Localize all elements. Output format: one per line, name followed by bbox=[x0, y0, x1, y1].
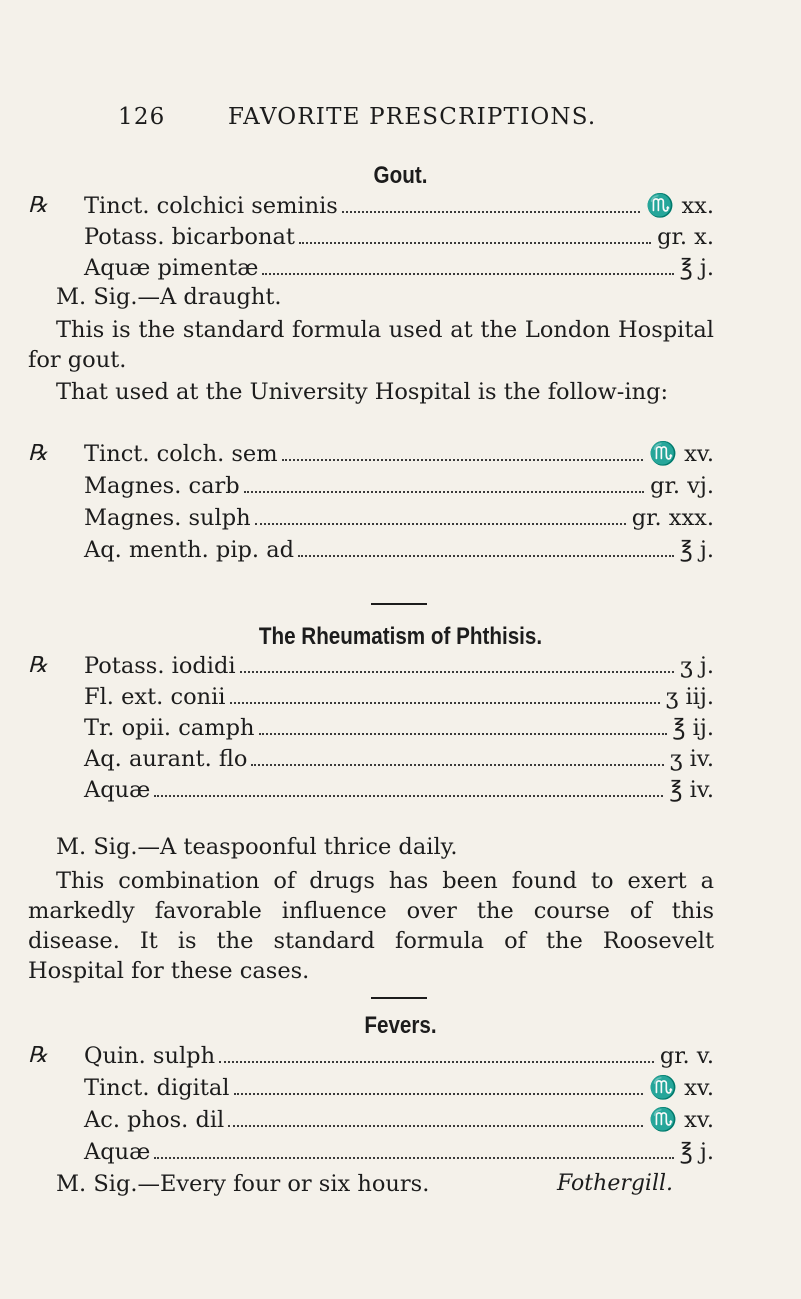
quantity: ʒ iij. bbox=[665, 684, 714, 710]
dot-leader bbox=[154, 1157, 674, 1159]
prescription-line bbox=[28, 652, 714, 680]
prescription-line bbox=[28, 440, 714, 468]
ingredient: Aq. aurant. flo bbox=[84, 746, 248, 772]
quantity: gr. vj. bbox=[650, 473, 714, 499]
dot-leader bbox=[299, 242, 651, 244]
prescription-line bbox=[28, 254, 714, 282]
dot-leader bbox=[219, 1061, 654, 1063]
ingredient: Magnes. carb bbox=[84, 473, 240, 499]
dot-leader bbox=[282, 459, 643, 461]
heading-phthisis: The Rheumatism of Phthisis. bbox=[258, 623, 543, 650]
ingredient: Aq. menth. pip. ad bbox=[84, 537, 295, 563]
ingredient: Potass. iodidi bbox=[84, 653, 236, 679]
dot-leader bbox=[240, 671, 674, 673]
ingredient: Aquæ bbox=[84, 777, 151, 803]
quantity: gr. v. bbox=[659, 1043, 714, 1069]
ingredient: Tinct. colch. sem bbox=[84, 441, 278, 467]
prescription-line bbox=[28, 1106, 714, 1134]
recipe-symbol: ℞ bbox=[28, 653, 48, 678]
ingredient: Ac. phos. dil bbox=[84, 1107, 225, 1133]
page-number: 126 bbox=[118, 104, 166, 130]
phthisis-sig: M. Sig.—A teaspoonful thrice daily. bbox=[56, 834, 458, 860]
heading-gout: Gout. bbox=[373, 162, 428, 189]
quantity: ℥ iv. bbox=[669, 777, 714, 803]
prescription-line bbox=[28, 223, 714, 251]
prescription-line bbox=[28, 714, 714, 742]
ingredient: Tinct. colchici seminis bbox=[84, 193, 338, 219]
dot-leader bbox=[255, 523, 626, 525]
prescription-line bbox=[28, 1138, 714, 1166]
quantity: ℥ j. bbox=[679, 537, 714, 563]
dot-leader bbox=[228, 1125, 643, 1127]
quantity: ʒ iv. bbox=[669, 746, 714, 772]
dot-leader bbox=[234, 1093, 643, 1095]
recipe-symbol: ℞ bbox=[28, 193, 48, 218]
author-attribution: Fothergill. bbox=[557, 1171, 674, 1196]
running-title: FAVORITE PRESCRIPTIONS. bbox=[228, 104, 597, 130]
quantity: ℥ j. bbox=[679, 255, 714, 281]
prescription-line bbox=[28, 683, 714, 711]
gout-sig-1: M. Sig.—A draught. bbox=[56, 284, 282, 310]
recipe-symbol: ℞ bbox=[28, 1043, 48, 1068]
quantity: gr. x. bbox=[657, 224, 714, 250]
dot-leader bbox=[342, 211, 640, 213]
dot-leader bbox=[244, 491, 644, 493]
section-divider-2 bbox=[371, 997, 427, 999]
prescription-line bbox=[28, 1074, 714, 1102]
ingredient: Tr. opii. camph bbox=[84, 715, 255, 741]
gout-paragraph-1: This is the standard formula used at the London Hospital for gout. bbox=[28, 317, 714, 373]
quantity: ℥ ij. bbox=[672, 715, 714, 741]
fevers-sig: M. Sig.—Every four or six hours. bbox=[56, 1171, 430, 1197]
prescription-line bbox=[28, 536, 714, 564]
ingredient: Potass. bicarbonat bbox=[84, 224, 295, 250]
ingredient: Aquæ bbox=[84, 1139, 151, 1165]
quantity: gr. xxx. bbox=[631, 505, 714, 531]
prescription-line bbox=[28, 1042, 714, 1070]
quantity: ♏ xv. bbox=[648, 441, 714, 467]
heading-fevers: Fevers. bbox=[364, 1012, 437, 1039]
phthisis-paragraph: This combination of drugs has been found to exert a markedly favorable influence over the course of this disease. It is the standard formula of the Roosevelt Hospital for these cases. bbox=[28, 868, 714, 984]
dot-leader bbox=[251, 764, 664, 766]
dot-leader bbox=[230, 702, 660, 704]
gout-paragraph-2: That used at the University Hospital is the follow-ing: bbox=[56, 379, 669, 405]
prescription-line bbox=[28, 504, 714, 532]
dot-leader bbox=[154, 795, 663, 797]
prescription-line bbox=[28, 745, 714, 773]
quantity: ♏ xv. bbox=[648, 1107, 714, 1133]
recipe-symbol: ℞ bbox=[28, 441, 48, 466]
dot-leader bbox=[259, 733, 667, 735]
prescription-line bbox=[28, 776, 714, 804]
quantity: ♏ xv. bbox=[648, 1075, 714, 1101]
dot-leader bbox=[262, 273, 674, 275]
dot-leader bbox=[298, 555, 674, 557]
ingredient: Quin. sulph bbox=[84, 1043, 216, 1069]
quantity: ♏ xx. bbox=[646, 193, 714, 219]
ingredient: Aquæ pimentæ bbox=[84, 255, 259, 281]
prescription-line bbox=[28, 472, 714, 500]
ingredient: Fl. ext. conii bbox=[84, 684, 226, 710]
ingredient: Magnes. sulph bbox=[84, 505, 251, 531]
prescription-line bbox=[28, 192, 714, 220]
ingredient: Tinct. digital bbox=[84, 1075, 230, 1101]
section-divider bbox=[371, 603, 427, 605]
quantity: ʒ j. bbox=[680, 653, 714, 679]
quantity: ℥ j. bbox=[679, 1139, 714, 1165]
